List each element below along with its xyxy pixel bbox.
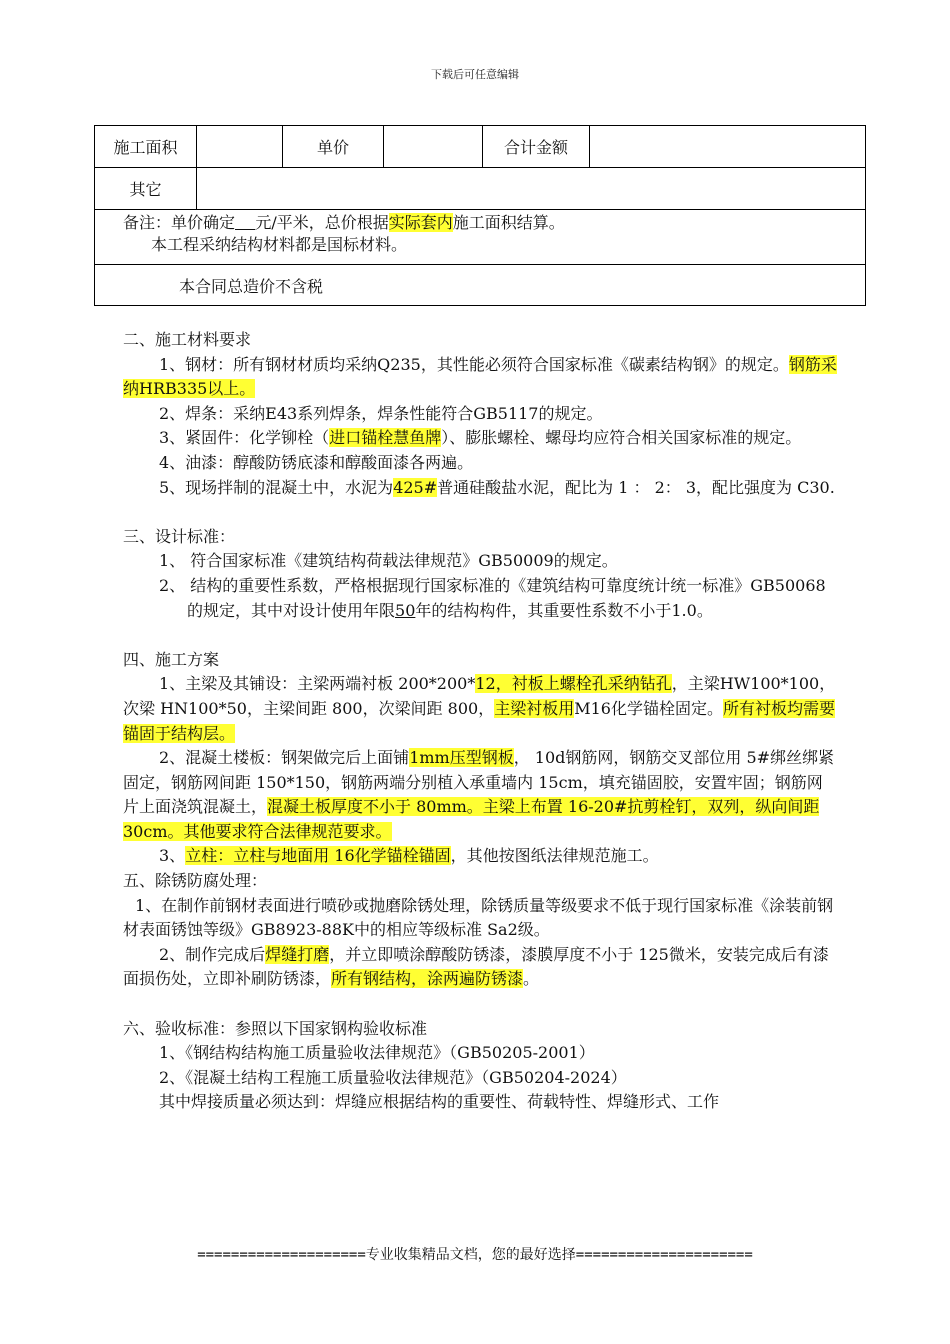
paragraph: 4、油漆：醇酸防锈底漆和醇酸面漆各两遍。 [159, 452, 474, 472]
area-value [197, 126, 283, 168]
document-body [123, 328, 837, 1115]
text: 1、主梁及其铺设：主梁两端衬板 200*200* [159, 674, 476, 694]
note-highlight: 实际套内 [388, 213, 453, 232]
underlined-value: 50 [395, 600, 416, 620]
tax-note: 本合同总造价不含税 [95, 265, 866, 306]
text: 3、 [159, 846, 186, 866]
highlight: 混凝土板厚度不小于 80mm。主梁上布置 16-20#抗剪栓钉，双列，纵向间距 30cm。其他要求符合法律规范要求。 [123, 797, 820, 841]
note-text: 备注：单价确定 [123, 213, 236, 232]
note-line2: 本工程采纳结构材料都是国标材料。 [151, 235, 408, 254]
text: 1、钢材：所有钢材材质均采纳Q235，其性能必须符合国家标准《碳素结构钢》的规定。 [159, 354, 789, 374]
paragraph [123, 574, 837, 623]
paragraph: 2、焊条：采纳E43系列焊条，焊条性能符合GB5117的规定。 [159, 403, 603, 423]
highlight: 所有衬板均需要锚固于结构层。 [123, 698, 835, 743]
text: M16化学锚栓固定。 [574, 698, 723, 718]
text: 2、 结构的重要性系数，严格根据现行国家标准的《建筑结构可靠度统计统一标准》GB50068的规定，其中对设计使用年限 [159, 575, 826, 620]
table-row [95, 168, 866, 210]
section-title: 五、除锈防腐处理： [123, 871, 268, 891]
footer: ====================专业收集精品文档，您的最好选择===================== [197, 1247, 753, 1263]
highlight: 所有钢结构，涂两遍防锈漆 [331, 969, 524, 989]
text: 2、制作完成后 [159, 944, 266, 964]
text: 3、紧固件：化学铆栓（ [159, 428, 330, 448]
table-row [95, 210, 866, 265]
note-text: 元/平米，总价根据 [255, 213, 389, 232]
section-title: 二、施工材料要求 [123, 330, 252, 349]
text: ，并立即喷涂醇酸防锈漆，漆膜厚度不小于 125微米，安装完成后有漆面损伤处，立即补刷防锈漆， [123, 944, 829, 989]
section-title: 六、验收标准：参照以下国家钢构验收标准 [123, 1018, 428, 1038]
highlight: 进口锚栓慧鱼牌 [329, 428, 442, 448]
text: ，其他按图纸法律规范施工。 [450, 846, 659, 866]
text: 5、现场拌制的混凝土中，水泥为 [159, 477, 394, 497]
total-value [590, 126, 866, 168]
paragraph: 其中焊接质量必须达到：焊缝应根据结构的重要性、荷载特性、焊缝形式、工作 [159, 1092, 720, 1112]
table-row [95, 126, 866, 168]
highlight: 立柱：立柱与地面用 16化学锚栓锚固 [185, 846, 451, 866]
paragraph: 1、《钢结构结构施工质量验收法律规范》（GB50205-2001） [159, 1043, 595, 1063]
note-text: 施工面积结算。 [452, 213, 565, 232]
highlight: 1mm压型钢板 [409, 748, 514, 768]
area-label: 施工面积 [95, 126, 197, 168]
text: 。 [523, 969, 540, 989]
paragraph [123, 476, 837, 501]
highlight: 12，衬板上螺栓孔采纳钻孔 [475, 674, 672, 694]
paragraph [123, 353, 837, 402]
paragraph [123, 426, 837, 451]
price-table [94, 125, 866, 306]
text: 年的结构构件，其重要性系数不小于1.0。 [415, 600, 713, 620]
table-row [95, 265, 866, 306]
text: ）、膨胀螺栓、螺母均应符合相关国家标准的规定。 [441, 428, 802, 448]
paragraph: 1、 符合国家标准《建筑结构荷载法律规范》GB50009的规定。 [159, 551, 618, 571]
unit-price-value [384, 126, 483, 168]
total-label: 合计金额 [483, 126, 590, 168]
paragraph [123, 844, 837, 869]
paragraph [123, 943, 837, 992]
unit-price-label: 单价 [283, 126, 384, 168]
highlight: 钢筋采纳HRB335以上。 [123, 354, 837, 399]
other-value [197, 168, 866, 210]
paragraph [123, 672, 837, 746]
highlight: 主梁衬板用 [494, 698, 575, 718]
text: 2、混凝土楼板：钢架做完后上面铺 [159, 748, 410, 768]
highlight: 焊缝打磨 [265, 944, 330, 964]
section-title: 四、施工方案 [123, 649, 220, 669]
section-title: 三、设计标准： [123, 526, 236, 546]
note-blank [235, 213, 255, 232]
paragraph: 1、在制作前钢材表面进行喷砂或抛磨除锈处理，除锈质量等级要求不低于现行国家标准《涂装前钢材表面锈蚀等级》GB8923-88K中的相应等级标准 Sa2级。 [123, 895, 834, 940]
text: ，主梁HW100*100，次梁 HN100*50，主梁间距 800，次梁间距 800， [123, 674, 836, 718]
paragraph: 2、《混凝土结构工程施工质量验收法律规范》（GB50204-2024） [159, 1067, 627, 1087]
paragraph [123, 746, 837, 844]
highlight: 425# [393, 477, 438, 497]
text: 普通硅酸盐水泥，配比为 1 ： 2： 3，配比强度为 C30. [437, 477, 835, 497]
header-note: 下载后可任意编辑 [431, 68, 519, 81]
note-cell [95, 210, 866, 265]
text: ， 10d钢筋网，钢筋交叉部位用 5#绑丝绑紧固定，钢筋网间距 150*150，钢筋两端分别植入承重墙内 15cm，填充锚固胶，安置牢固；钢筋网片上面浇筑混凝土， [123, 748, 835, 817]
other-label: 其它 [95, 168, 197, 210]
